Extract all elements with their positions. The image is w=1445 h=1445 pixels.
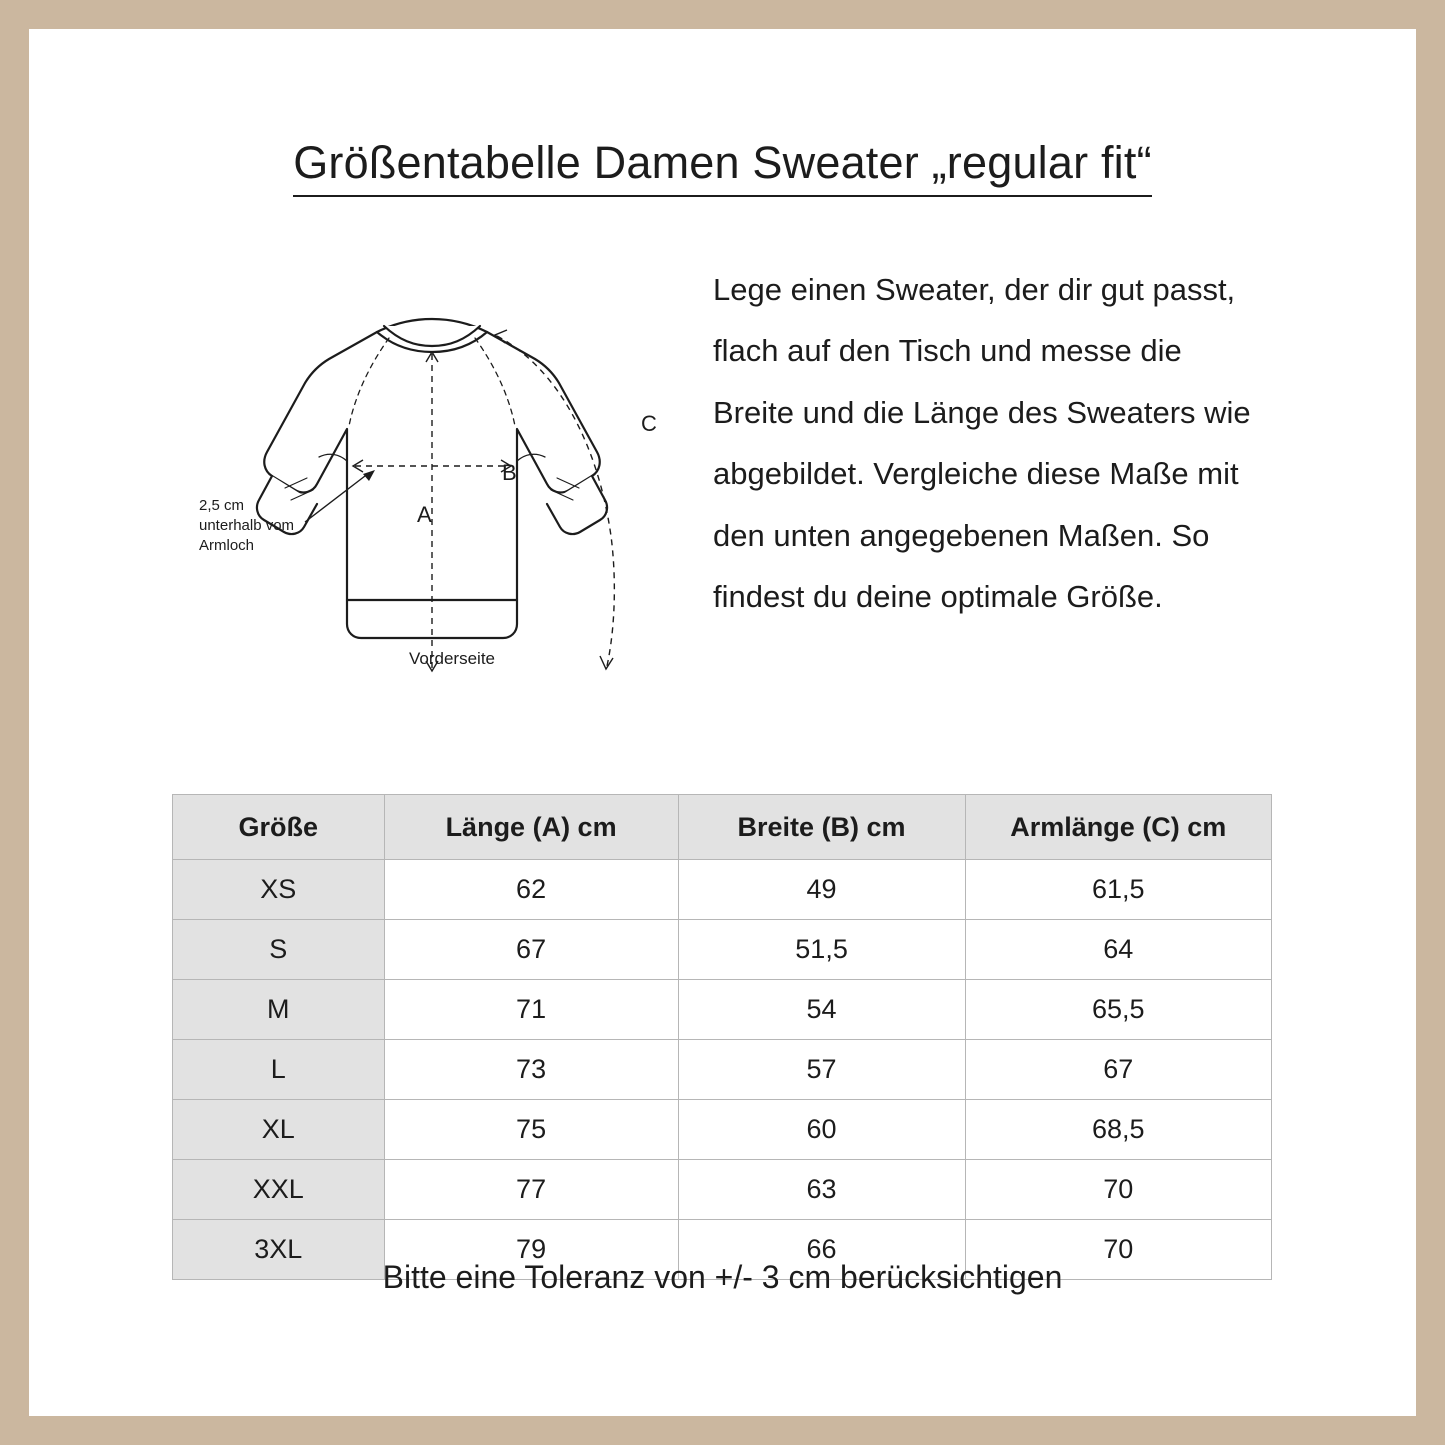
size-chart-page bbox=[29, 29, 1416, 1416]
table-row bbox=[173, 1040, 1272, 1100]
cell-sleeve: 65,5 bbox=[965, 980, 1272, 1040]
cell-length: 67 bbox=[384, 920, 678, 980]
column-header-sleeve: Armlänge (C) cm bbox=[965, 795, 1272, 860]
column-header-length: Länge (A) cm bbox=[384, 795, 678, 860]
cell-size: 3XL bbox=[173, 1220, 385, 1280]
cell-sleeve: 67 bbox=[965, 1040, 1272, 1100]
instructions-text: Lege einen Sweater, der dir gut passt, flach auf den Tisch und messe die Breite und die Länge des Sweaters wie abgebildet. Vergleiche diese Maße mit den unten angegebenen Maßen. So findest du deine optimale Größe. bbox=[713, 272, 1251, 614]
size-table bbox=[172, 794, 1272, 1280]
cell-length: 73 bbox=[384, 1040, 678, 1100]
cell-sleeve: 68,5 bbox=[965, 1100, 1272, 1160]
tolerance-note: Bitte eine Toleranz von +/- 3 cm berücksichtigen bbox=[382, 1259, 1063, 1295]
front-label: Vorderseite bbox=[409, 649, 495, 668]
cell-size: XS bbox=[173, 860, 385, 920]
cell-size: L bbox=[173, 1040, 385, 1100]
cell-length: 79 bbox=[384, 1220, 678, 1280]
cell-width: 60 bbox=[678, 1100, 965, 1160]
cell-width: 54 bbox=[678, 980, 965, 1040]
table-header-row bbox=[173, 795, 1272, 860]
cell-width: 57 bbox=[678, 1040, 965, 1100]
cell-width: 49 bbox=[678, 860, 965, 920]
table-row bbox=[173, 920, 1272, 980]
table-row bbox=[173, 1160, 1272, 1220]
column-header-size: Größe bbox=[173, 795, 385, 860]
page-title-text: Größentabelle Damen Sweater „regular fit“ bbox=[293, 137, 1152, 197]
cell-size: XXL bbox=[173, 1160, 385, 1220]
measure-label-a: A bbox=[417, 502, 432, 527]
cell-size: M bbox=[173, 980, 385, 1040]
armhole-note: 2,5 cm unterhalb vom Armloch bbox=[199, 497, 295, 554]
cell-length: 62 bbox=[384, 860, 678, 920]
measure-label-c: C bbox=[641, 411, 657, 436]
cell-sleeve: 64 bbox=[965, 920, 1272, 980]
cell-length: 71 bbox=[384, 980, 678, 1040]
measure-label-b: B bbox=[502, 460, 517, 485]
cell-length: 77 bbox=[384, 1160, 678, 1220]
page-title bbox=[29, 137, 1416, 189]
column-header-width: Breite (B) cm bbox=[678, 795, 965, 860]
cell-width: 63 bbox=[678, 1160, 965, 1220]
table-row bbox=[173, 860, 1272, 920]
cell-width: 66 bbox=[678, 1220, 965, 1280]
cell-sleeve: 61,5 bbox=[965, 860, 1272, 920]
table-row bbox=[173, 980, 1272, 1040]
cell-sleeve: 70 bbox=[965, 1160, 1272, 1220]
cell-width: 51,5 bbox=[678, 920, 965, 980]
table-row bbox=[173, 1100, 1272, 1160]
cell-size: XL bbox=[173, 1100, 385, 1160]
sweater-illustration bbox=[179, 274, 699, 714]
cell-sleeve: 70 bbox=[965, 1220, 1272, 1280]
sweater-diagram bbox=[179, 274, 699, 714]
cell-length: 75 bbox=[384, 1100, 678, 1160]
cell-size: S bbox=[173, 920, 385, 980]
